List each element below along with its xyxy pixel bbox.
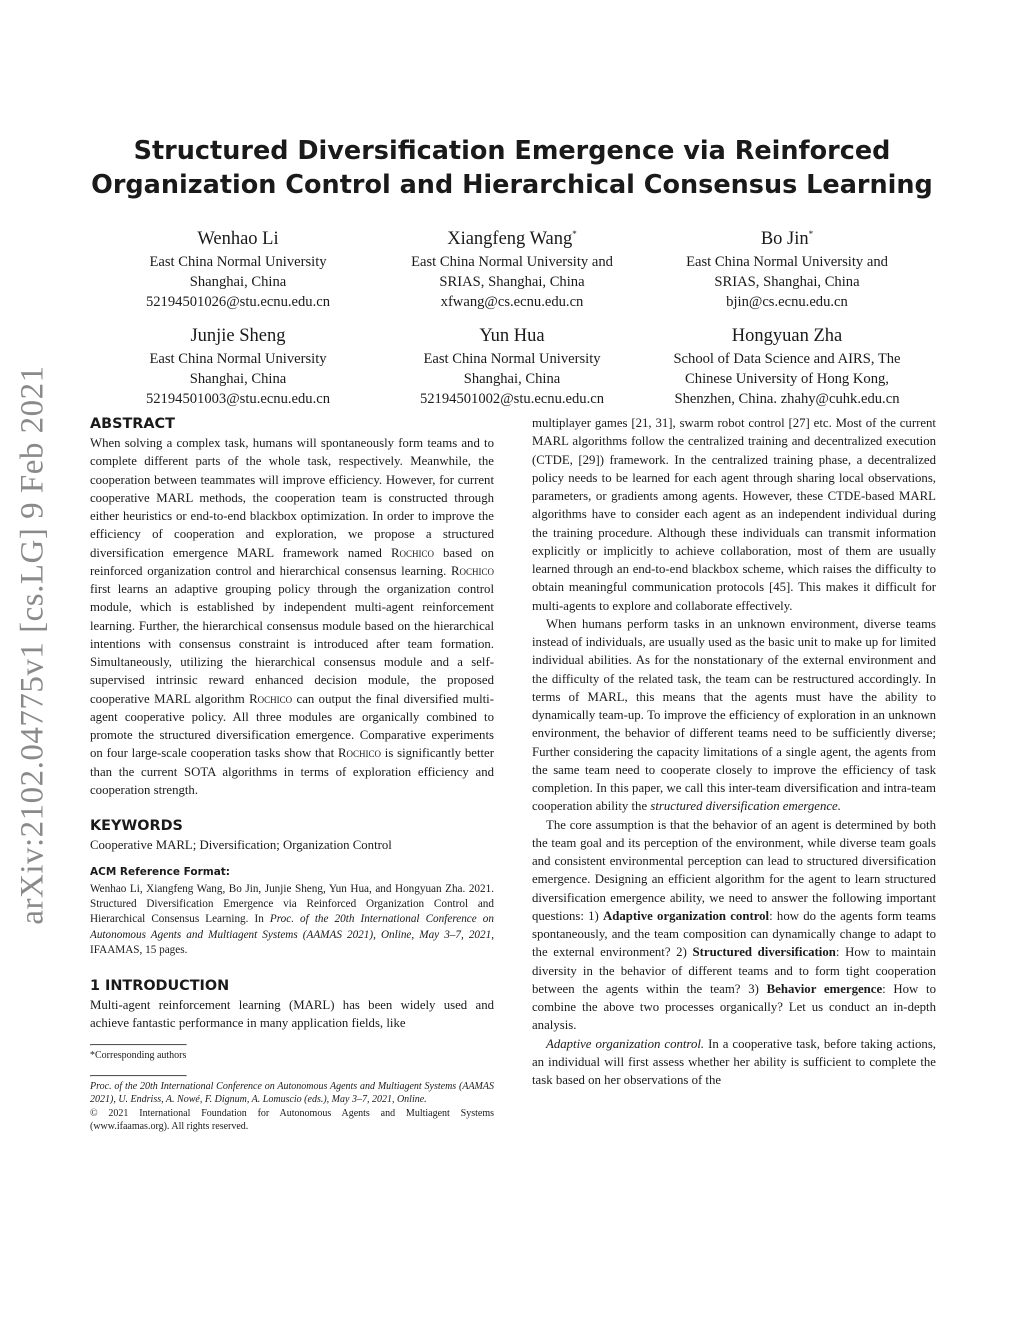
right-column (532, 414, 936, 1089)
intro-paragraph-1: multiplayer games [21, 31], swarm robot control [27] etc. Most of the current MARL algorithms follow the centralized training and decentralized execution (CTDE, [29]) framework. In the centralized training phase, a decentralized policy needs to be learned for each agent through sharing local observations, parameters, or gradients among agents. However, these CTDE-based MARL algorithms have to consider each agent as an independent individual during the training procedure. Although these individuals can transmit information explicitly or implicitly to achieve collaboration, most of them are usually learned through an end-to-end blackbox scheme, which raises the difficulty to obtain meaningful communication protocols [45]. This makes it difficult for multi-agents to explore and collaborate effectively. (532, 416, 936, 613)
arxiv-identifier: arXiv:2102.04775v1 [cs.LG] 9 Feb 2021 (14, 365, 51, 925)
author-name: Bo Jin (760, 229, 809, 250)
author-location: SRIAS, Shanghai, China (439, 274, 585, 291)
acm-heading: ACM Reference Format: (90, 866, 230, 879)
author-location: Shanghai, China (189, 371, 287, 388)
intro-paragraph-3: The core assumption is that the behavior of an agent is determined by both the team goal and its perception of the environment, while diverse team goals and consistent environmental perception can lead to structured diversification emergence. Designing an efficient algorithm for the agent to learn structured diversification emergence ability, we need to answer the following important questions: 1) Adaptive organization control: how do the agents form teams spontaneously, and the team composition can dynamically change to adapt to the external environment? 2) Structured diversification: How to maintain diversity in the behavior of different teams and to form tight cooperation between the agents within the team? 3) Behavior emergence: How to combine the above two processes organically? Let us conduct an in-depth analysis. (532, 817, 937, 1033)
author-name: Yun Hua (479, 326, 545, 347)
introduction-heading: 1 INTRODUCTION (90, 977, 230, 994)
author-location: Shanghai, China (463, 371, 561, 388)
title-line-2: Organization Control and Hierarchical Consensus Learning (91, 170, 933, 200)
keywords-text: Cooperative MARL; Diversification; Organization Control (90, 838, 392, 852)
author-email[interactable]: 52194501002@stu.ecnu.edu.cn (419, 391, 605, 408)
author-affiliation: School of Data Science and AIRS, The (673, 351, 901, 368)
author-affiliation: East China Normal University and (686, 254, 888, 271)
author-name: Hongyuan Zha (731, 326, 843, 347)
author-block (93, 222, 383, 312)
keywords-heading: KEYWORDS (90, 818, 183, 834)
introduction-text: Multi-agent reinforcement learning (MARL) has been widely used and achieve fantastic performance in many application fields, like (90, 997, 494, 1030)
abstract-heading: ABSTRACT (90, 416, 175, 432)
author-affiliation: East China Normal University (423, 351, 601, 368)
author-mark: * (808, 229, 814, 239)
author-block (642, 222, 932, 312)
footnote-rule (90, 1044, 494, 1046)
footnote-rule-2 (90, 1075, 494, 1077)
author-block (93, 319, 383, 409)
acm-citation: Wenhao Li, Xiangfeng Wang, Bo Jin, Junjie Sheng, Yun Hua, and Hongyuan Zha. 2021. Structured Diversification Emergence via Reinforced Organization Control and Hierarchical Consensus Learning. In Proc. of the 20th International Conference on Autonomous Agents and Multiagent Systems (AAMAS 2021), Online, May 3–7, 2021, IFAAMAS, 15 pages. (90, 882, 494, 957)
author-block (642, 319, 932, 409)
acm-reference (90, 863, 494, 958)
author-name: Xiangfeng Wang (447, 229, 573, 250)
author-location: SRIAS, Shanghai, China (714, 274, 860, 291)
author-mark: * (572, 229, 577, 239)
intro-paragraph-2: When humans perform tasks in an unknown environment, diverse teams instead of individuals, are usually used as the basic unit to make up for limited individual abilities. As for the nonstationary of the external environment and the difficulty of the related task, the team can be restructured accordingly. In terms of MARL, this means that the agents must have the ability to dynamically team-up. To improve the efficiency of exploration in an unknown environment, the behavior of different teams need to be sufficiently diverse; Further considering the capacity limitations of a single agent, the agents from the same team need to cooperate closely to improve the efficiency of task completion. In this paper, we call this inter-team diversification and intra-team cooperation ability the structured diversification emergence. (532, 616, 936, 814)
author-email[interactable]: xfwang@cs.ecnu.edu.cn (440, 294, 584, 311)
author-affiliation: East China Normal University (149, 351, 327, 368)
author-email[interactable]: 52194501026@stu.ecnu.edu.cn (145, 294, 331, 311)
paper-title (90, 134, 934, 202)
corresponding-footnote: *Corresponding authors (90, 1050, 187, 1062)
intro-paragraph-4: Adaptive organization control. In a cooperative task, before taking actions, an individual will first assess whether her ability is sufficient to complete the task based on her observations of the (532, 1036, 936, 1087)
author-affiliation: East China Normal University and (411, 254, 613, 271)
author-email[interactable]: 52194501003@stu.ecnu.edu.cn (145, 391, 331, 408)
author-email[interactable]: bjin@cs.ecnu.edu.cn (726, 294, 848, 311)
author-email: Shenzhen, China. zhahy@cuhk.edu.cn (674, 391, 900, 408)
arxiv-sidebar (8, 360, 58, 930)
author-block (367, 222, 657, 312)
author-name: Wenhao Li (197, 229, 279, 250)
author-affiliation: East China Normal University (149, 254, 327, 271)
left-column (90, 414, 494, 1134)
author-block (367, 319, 657, 409)
abstract-text: When solving a complex task, humans will spontaneously form teams and to complete different parts of the whole task, respectively. Meanwhile, the cooperation between teammates will improve efficiency. However, for current cooperative MARL methods, the cooperation team is constructed through either heuristics or end-to-end blackbox optimization. In order to improve the efficiency of cooperation and exploration, we propose a structured diversification emergence MARL framework named Rochico based on reinforced organization control and hierarchical consensus learning. Rochico first learns an adaptive grouping policy through the organization control module, which is established by independent multi-agent reinforcement learning. Further, the hierarchical consensus module based on the hierarchical intentions with consensus constraint is introduced after team formation. Simultaneously, utilizing the hierarchical consensus module and a self-supervised intrinsic reward enhanced decision module, the proposed cooperative MARL algorithm Rochico can output the final diversified multi-agent cooperative policy. All three modules are organically combined to promote the structured diversification emergence. Comparative experiments on four large-scale cooperation tasks show that Rochico is significantly better than the current SOTA algorithms in terms of exploration efficiency and cooperation strength. (90, 436, 494, 797)
title-line-1: Structured Diversification Emergence via Reinforced (133, 136, 891, 166)
author-location: Shanghai, China (189, 274, 287, 291)
author-location: Chinese University of Hong Kong, (685, 371, 889, 388)
proceedings-footnote: Proc. of the 20th International Conference on Autonomous Agents and Multiagent Systems (AAMAS 2021), U. Endriss, A. Nowé, F. Dignum, A. Lomuscio (eds.), May 3–7, 2021, Online. © 2021 International Foundation for Autonomous Agents and Multiagent Systems (www.ifaamas.org). All rights reserved. (90, 1080, 494, 1133)
author-name: Junjie Sheng (190, 326, 286, 347)
